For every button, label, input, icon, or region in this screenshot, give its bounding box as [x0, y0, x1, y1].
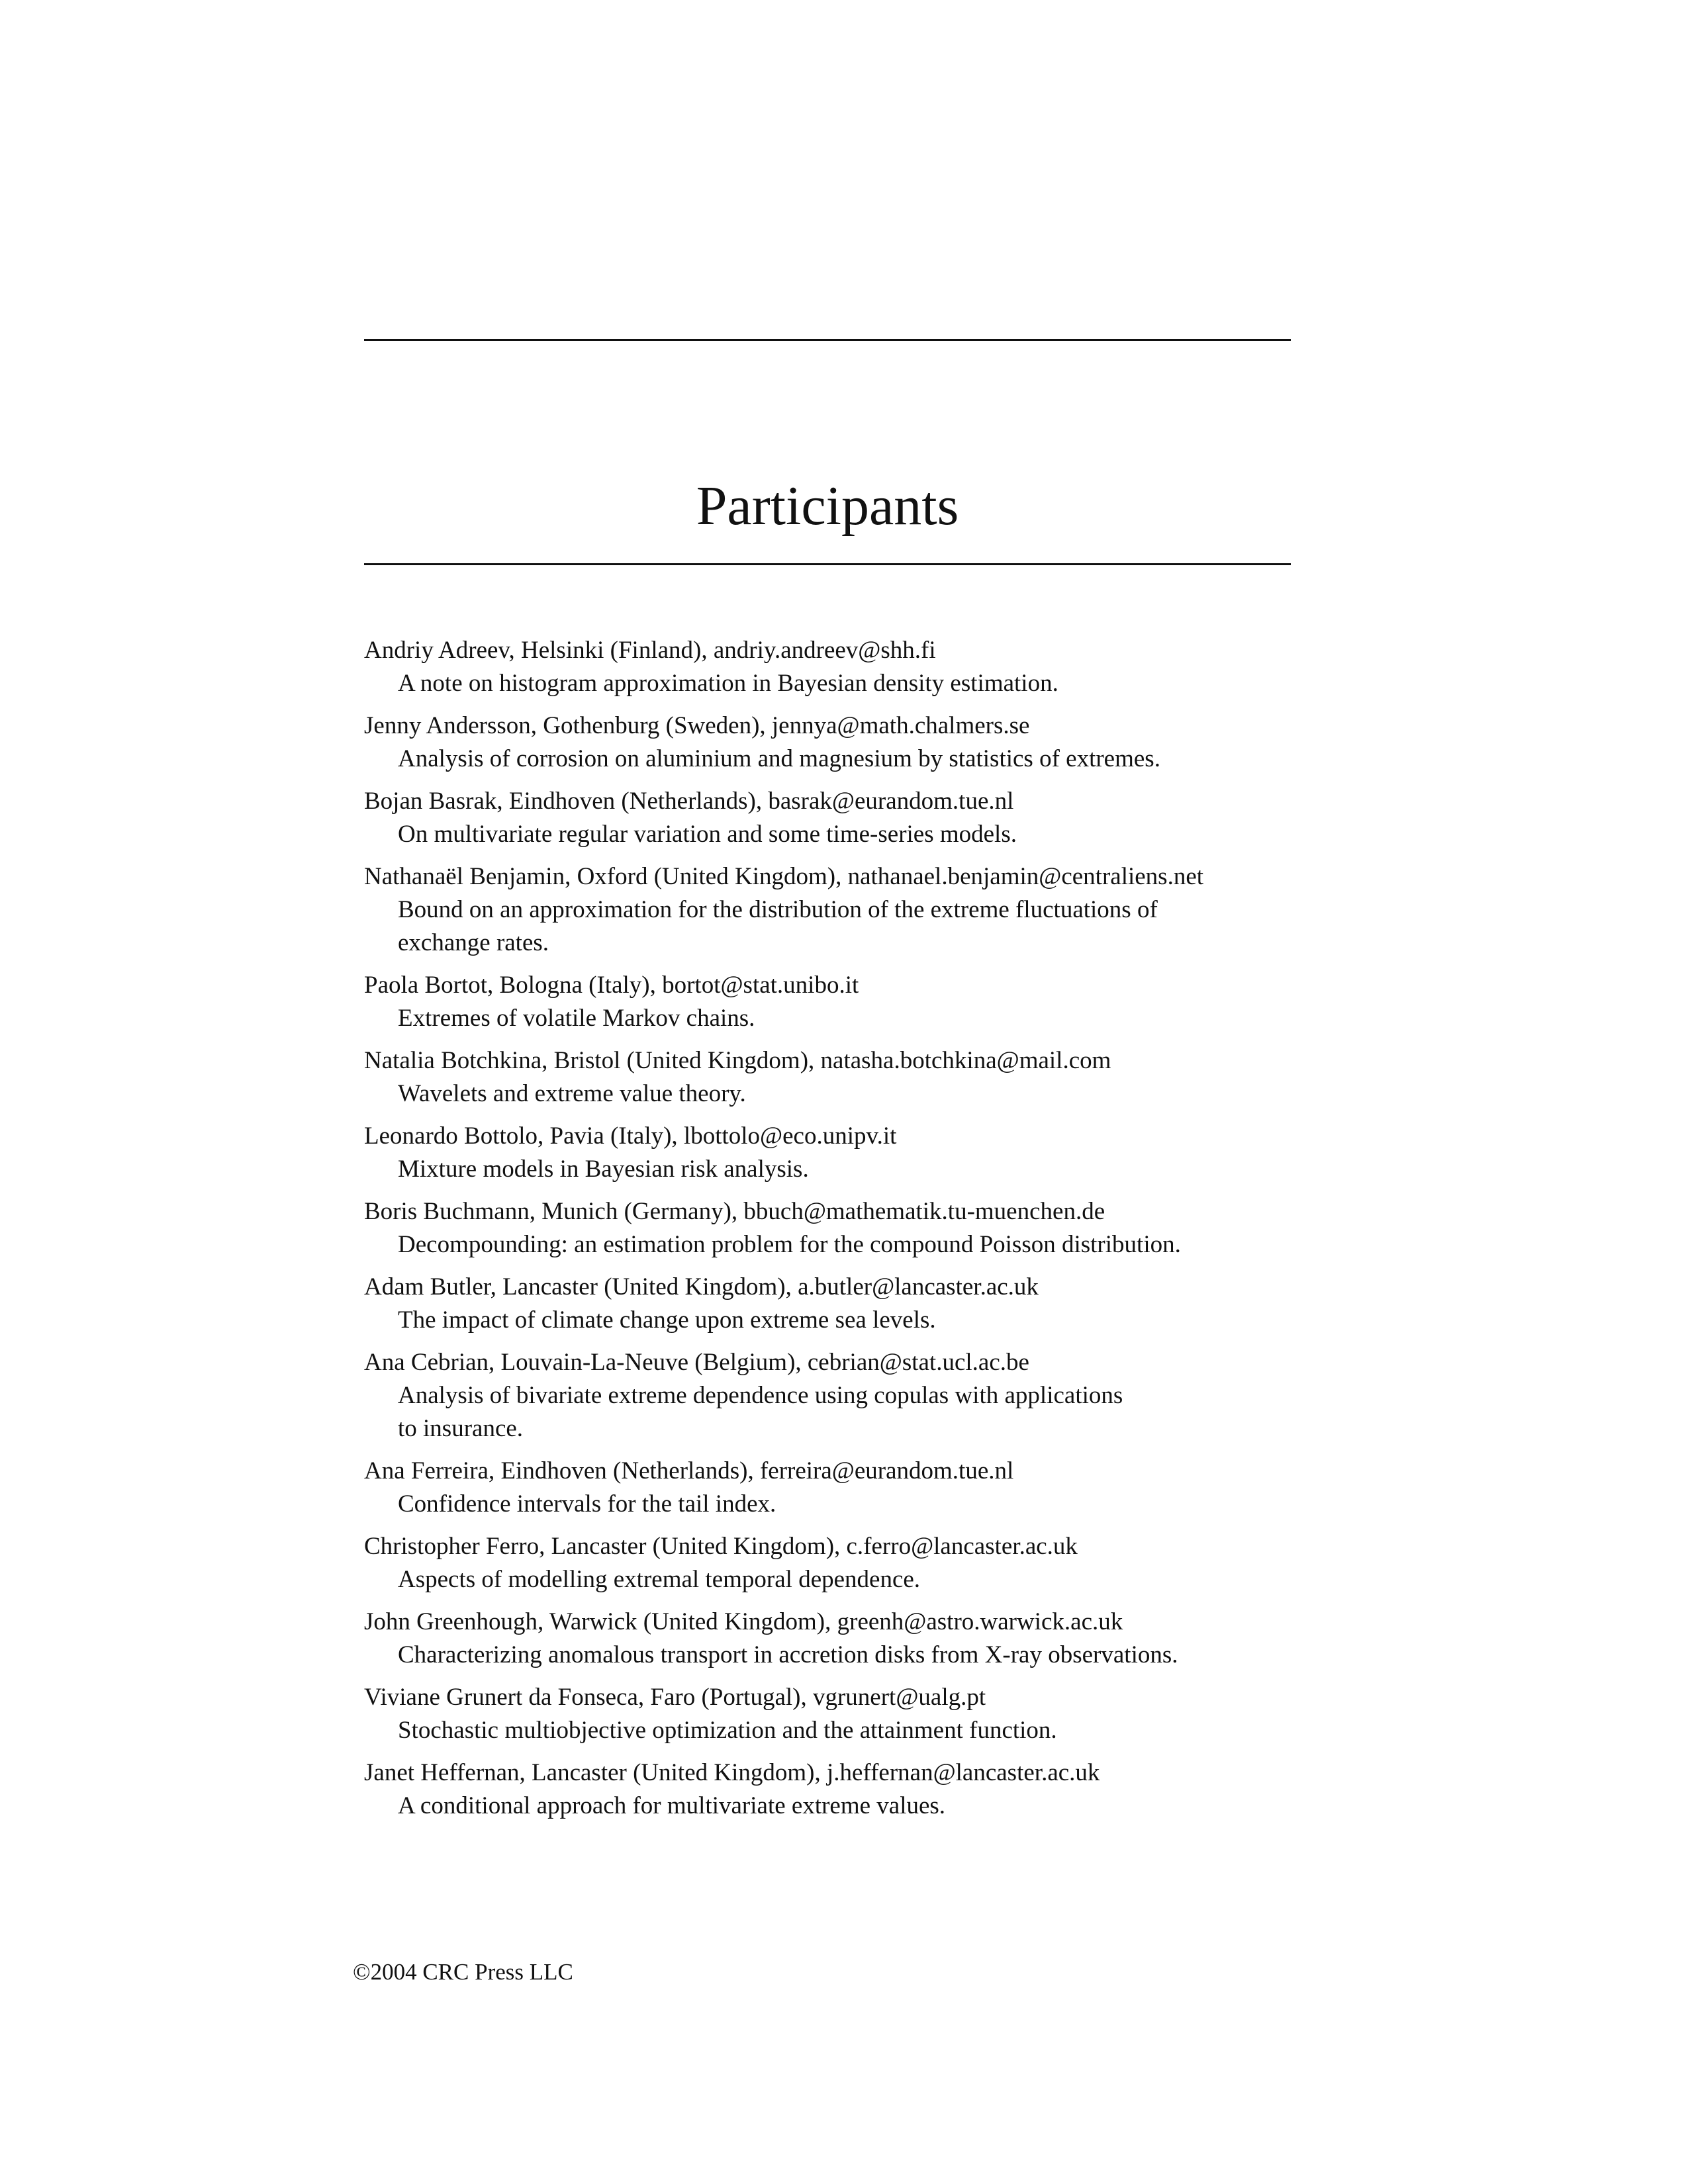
participant-name-affiliation-email: Andriy Adreev, Helsinki (Finland), andriy.andreev@shh.fi — [364, 637, 936, 664]
participant-entry — [364, 1195, 1304, 1261]
talk-title: Extremes of volatile Markov chains. — [398, 1005, 755, 1032]
page-title: Participants — [696, 475, 959, 537]
participant-entry — [364, 1606, 1304, 1672]
participant-name-affiliation-email: Ana Cebrian, Louvain-La-Neuve (Belgium), cebrian@stat.ucl.ac.be — [364, 1349, 1029, 1376]
participant-entry — [364, 1756, 1304, 1823]
participant-entry — [364, 860, 1304, 960]
participant-entry — [364, 1044, 1304, 1111]
participant-name-affiliation-email: Christopher Ferro, Lancaster (United Kingdom), c.ferro@lancaster.ac.uk — [364, 1533, 1078, 1560]
talk-title: Analysis of bivariate extreme dependence using copulas with applications — [398, 1382, 1123, 1409]
talk-title: A note on histogram approximation in Bayesian density estimation. — [398, 670, 1058, 697]
participant-name-affiliation-email: John Greenhough, Warwick (United Kingdom), greenh@astro.warwick.ac.uk — [364, 1608, 1123, 1635]
talk-title: On multivariate regular variation and some time-series models. — [398, 821, 1017, 848]
talk-title: Analysis of corrosion on aluminium and magnesium by statistics of extremes. — [398, 745, 1160, 772]
participant-name-affiliation-email: Nathanaël Benjamin, Oxford (United Kingdom), nathanael.benjamin@centraliens.net — [364, 863, 1204, 890]
participant-entry — [364, 785, 1304, 851]
talk-title: Aspects of modelling extremal temporal dependence. — [398, 1566, 921, 1593]
participant-entry — [364, 1681, 1304, 1747]
participant-name-affiliation-email: Ana Ferreira, Eindhoven (Netherlands), ferreira@eurandom.tue.nl — [364, 1457, 1014, 1484]
participant-name-affiliation-email: Natalia Botchkina, Bristol (United Kingdom), natasha.botchkina@mail.com — [364, 1047, 1111, 1074]
participant-name-affiliation-email: Janet Heffernan, Lancaster (United Kingdom), j.heffernan@lancaster.ac.uk — [364, 1759, 1100, 1786]
talk-title: Mixture models in Bayesian risk analysis. — [398, 1156, 809, 1183]
talk-title: A conditional approach for multivariate extreme values. — [398, 1792, 946, 1819]
participant-entry — [364, 1346, 1304, 1445]
participant-name-affiliation-email: Bojan Basrak, Eindhoven (Netherlands), basrak@eurandom.tue.nl — [364, 788, 1014, 815]
participant-name-affiliation-email: Jenny Andersson, Gothenburg (Sweden), jennya@math.chalmers.se — [364, 712, 1030, 739]
talk-title: Wavelets and extreme value theory. — [398, 1080, 746, 1107]
participant-entry — [364, 1120, 1304, 1186]
top-rule — [364, 339, 1291, 341]
talk-title: exchange rates. — [398, 929, 549, 956]
participant-name-affiliation-email: Adam Butler, Lancaster (United Kingdom), a.butler@lancaster.ac.uk — [364, 1273, 1039, 1300]
participant-entry — [364, 1455, 1304, 1521]
talk-title: Bound on an approximation for the distribution of the extreme fluctuations of — [398, 896, 1158, 923]
participant-name-affiliation-email: Viviane Grunert da Fonseca, Faro (Portugal), vgrunert@ualg.pt — [364, 1684, 986, 1711]
talk-title: The impact of climate change upon extreme sea levels. — [398, 1306, 936, 1334]
talk-title: Confidence intervals for the tail index. — [398, 1490, 776, 1518]
participant-entry — [364, 1530, 1304, 1596]
talk-title: Decompounding: an estimation problem for the compound Poisson distribution. — [398, 1231, 1181, 1258]
talk-title: to insurance. — [398, 1415, 524, 1442]
participant-name-affiliation-email: Boris Buchmann, Munich (Germany), bbuch@mathematik.tu-muenchen.de — [364, 1198, 1105, 1225]
participant-entry — [364, 1271, 1304, 1337]
participant-name-affiliation-email: Paola Bortot, Bologna (Italy), bortot@stat.unibo.it — [364, 972, 859, 999]
participant-entry — [364, 709, 1304, 776]
talk-title: Characterizing anomalous transport in accretion disks from X-ray observations. — [398, 1641, 1178, 1668]
title-rule — [364, 563, 1291, 565]
talk-title: Stochastic multiobjective optimization and the attainment function. — [398, 1717, 1057, 1744]
participant-list — [364, 634, 1304, 1832]
participant-entry — [364, 634, 1304, 700]
copyright-footer: ©2004 CRC Press LLC — [353, 1959, 573, 1985]
participant-name-affiliation-email: Leonardo Bottolo, Pavia (Italy), lbottolo@eco.unipv.it — [364, 1122, 897, 1150]
participant-entry — [364, 969, 1304, 1035]
